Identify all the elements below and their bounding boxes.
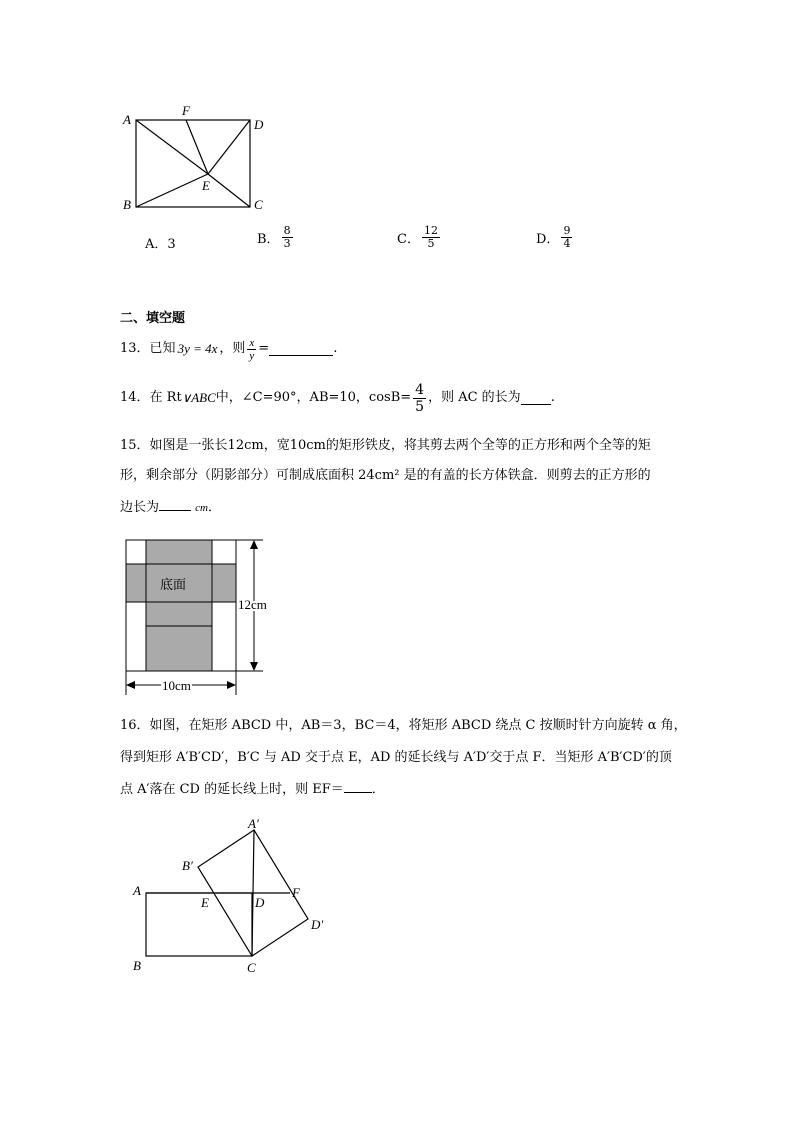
label-e: E: [201, 895, 209, 910]
q16-line3-end: ．: [371, 782, 385, 797]
q15-line3-end: ．: [207, 500, 221, 515]
section-heading: 二、填空题: [120, 311, 186, 326]
q15-answer-blank[interactable]: [159, 498, 191, 511]
q15-line3-pre: 边长为: [120, 500, 160, 515]
q16-answer-blank[interactable]: [344, 780, 372, 793]
label-b: B: [123, 197, 131, 212]
choice-a-letter: A．: [145, 237, 168, 252]
q13-equation: 3y = 4x: [177, 341, 218, 356]
choice-c-fraction: [422, 225, 440, 250]
label-f: F: [182, 103, 190, 118]
q15-line-3: [120, 498, 221, 516]
label-a: A: [133, 883, 141, 898]
question-13: [120, 334, 337, 364]
choice-a[interactable]: [145, 233, 176, 252]
height-arrow-top: [250, 540, 258, 549]
question-14: [120, 380, 555, 416]
label-b: B: [133, 958, 141, 973]
width-arrow-left: [126, 681, 135, 689]
choice-a-value: 3: [167, 237, 176, 252]
label-c: C: [247, 960, 256, 975]
base-label: 底面: [160, 578, 187, 593]
fraction-numerator: 4: [415, 381, 425, 398]
q15-line-1: 15．如图是一张长12cm，宽10cm的矩形铁皮，将其剪去两个全等的正方形和两个全等的矩: [120, 438, 651, 453]
shade-top-lid: [146, 540, 212, 564]
choice-c-letter: C．: [397, 232, 420, 247]
figure-q15: [118, 535, 288, 700]
q14-triangle: ∨ABC: [181, 390, 216, 405]
q16-line-1: 16．如图，在矩形 ABCD 中，AB＝3，BC＝4，将矩形 ABCD 绕点 C 按顺时针方向旋转 α 角，: [120, 718, 687, 733]
q14-number: 14．: [120, 390, 150, 405]
shade-lower-2: [146, 626, 212, 671]
q14-answer-blank[interactable]: [521, 392, 551, 405]
q14-fraction: [413, 382, 426, 415]
fraction-numerator: 9: [563, 224, 571, 237]
q14-pre: 在 Rt: [149, 390, 182, 405]
q16-line3-pre: 点 A′落在 CD 的延长线上时，则 EF＝: [120, 782, 344, 797]
height-arrow-bottom: [250, 662, 258, 671]
label-e: E: [202, 178, 210, 193]
q13-pre: 已知: [149, 341, 176, 356]
fraction-denominator: 4: [563, 237, 571, 250]
segment-be: [136, 174, 208, 207]
label-d: D: [254, 117, 264, 132]
q13-fraction: [247, 337, 256, 362]
label-c: C: [254, 197, 263, 212]
height-label: 12cm: [238, 597, 267, 612]
fraction-denominator: y: [249, 349, 255, 362]
figure-q16: [125, 815, 345, 980]
figure-q12: [115, 100, 275, 215]
fraction-numerator: 12: [423, 224, 438, 237]
width-label: 10cm: [162, 678, 191, 693]
q13-answer-blank[interactable]: [269, 343, 333, 356]
segment-de: [208, 120, 250, 174]
q13-number: 13．: [120, 341, 150, 356]
q15-unit: cm: [195, 502, 208, 514]
choice-d-fraction: [561, 225, 572, 250]
segment-ce: [208, 174, 250, 207]
label-f: F: [292, 885, 300, 900]
fraction-denominator: 5: [427, 237, 435, 250]
width-arrow-right: [227, 681, 236, 689]
choice-c[interactable]: [397, 225, 442, 250]
q14-end: ，则 AC 的长为: [428, 390, 521, 405]
q13-eqsign: =: [258, 341, 270, 356]
fraction-numerator: x: [249, 336, 255, 349]
rectangle-abcd: [146, 893, 252, 956]
q15-line-2: 形，剩余部分（阴影部分）可制成底面积 24cm² 是的有盖的长方体铁盒．则剪去的正方形的: [120, 468, 651, 483]
choice-d[interactable]: [536, 225, 574, 250]
fraction-denominator: 5: [415, 398, 425, 415]
q13-end: .: [333, 341, 338, 356]
choice-b-letter: B．: [257, 232, 280, 247]
q13-mid: ，则: [219, 341, 246, 356]
label-a: A: [123, 112, 131, 127]
choice-d-letter: D．: [536, 232, 560, 247]
label-a-prime: A′: [248, 816, 259, 831]
choice-b[interactable]: [257, 225, 295, 250]
label-d: D: [255, 895, 265, 910]
shade-lower-1: [146, 602, 212, 626]
q16-line-2: 得到矩形 A′B′CD′，B′C 与 AD 交于点 E，AD 的延长线与 A′D′交于点 F．当矩形 A′B′CD′的顶: [120, 750, 672, 765]
fraction-numerator: 8: [283, 224, 291, 237]
choice-b-fraction: [282, 225, 293, 250]
fraction-denominator: 3: [283, 237, 291, 250]
q16-line-3: [120, 780, 385, 798]
label-b-prime: B′: [182, 858, 193, 873]
q14-period: .: [550, 390, 555, 405]
q14-mid: 中，∠C=90°，AB=10，cosB=: [215, 390, 412, 405]
label-d-prime: D′: [311, 917, 324, 932]
